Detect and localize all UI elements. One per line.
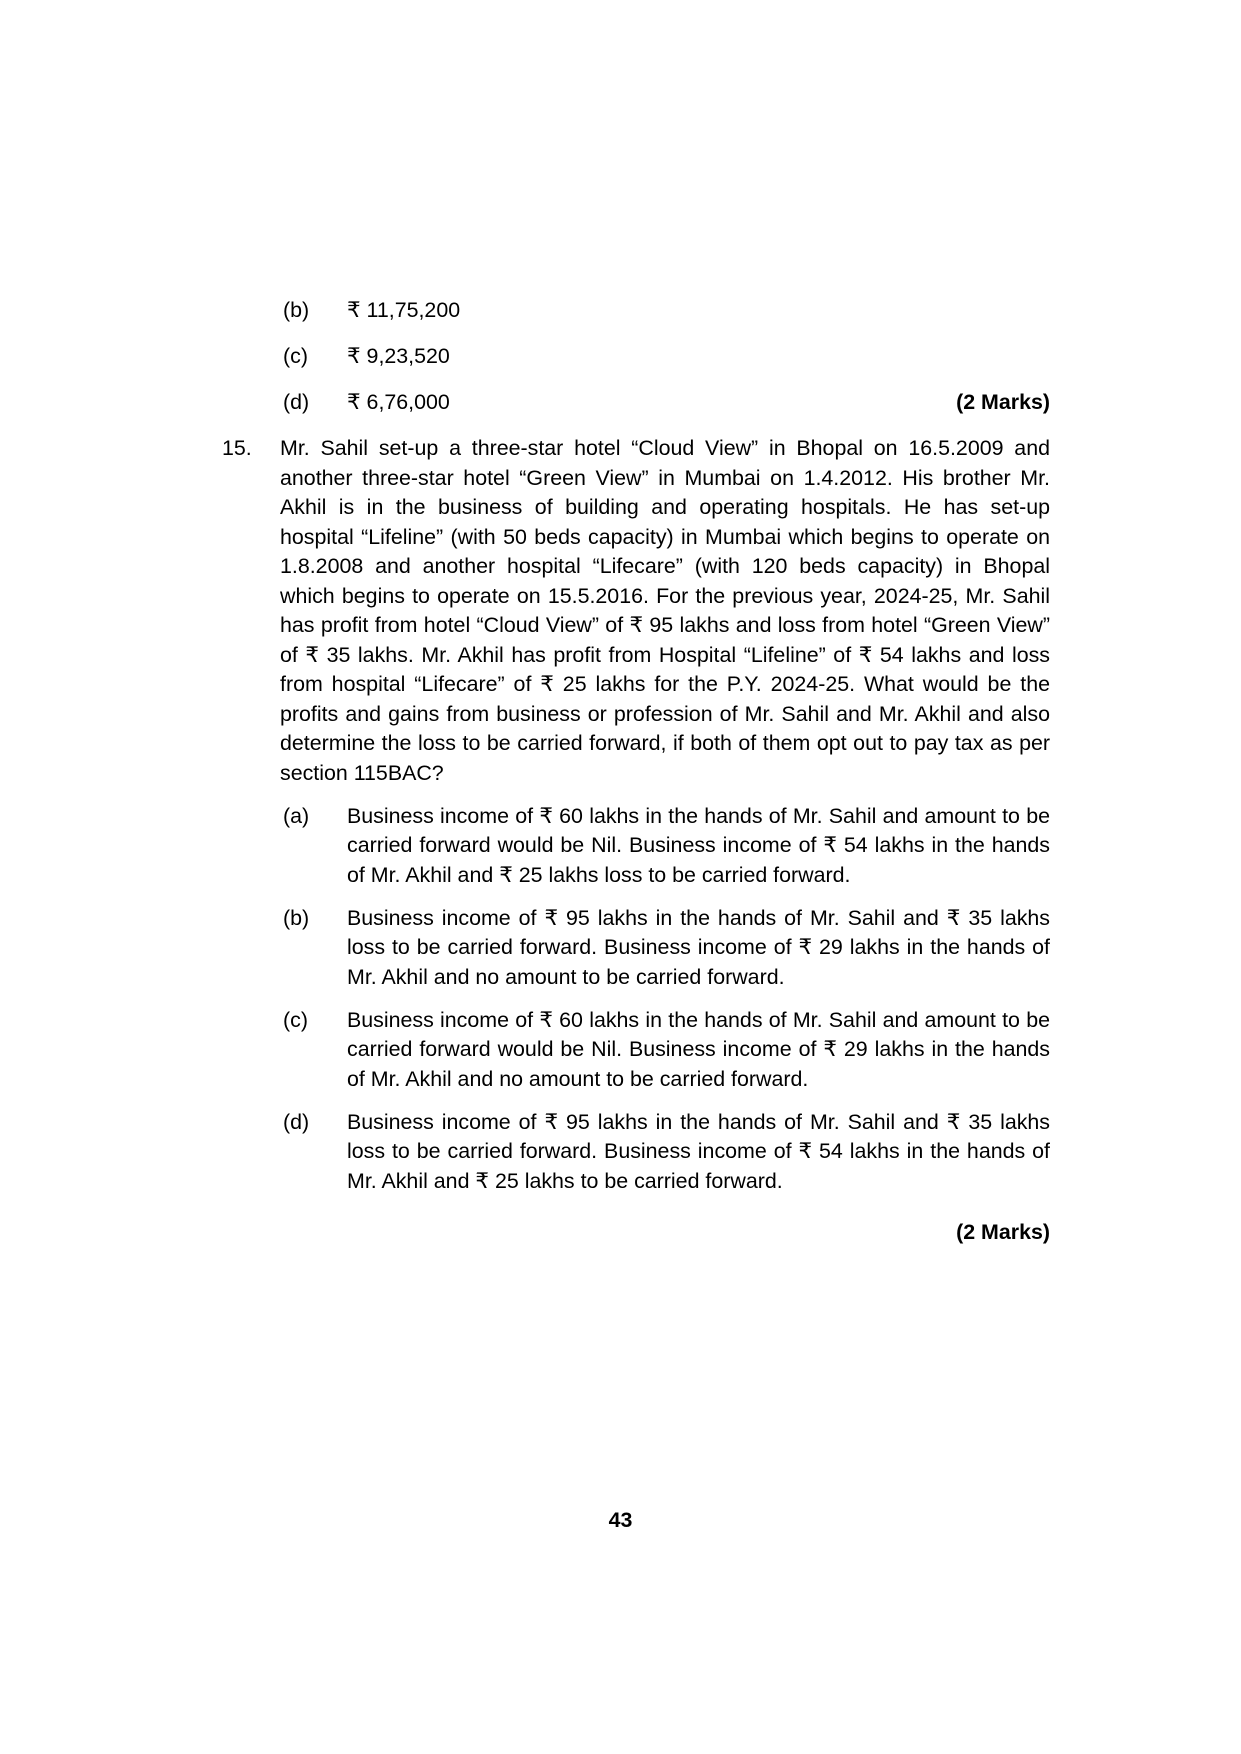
carryover-options [222, 296, 1050, 418]
answer-option-d [283, 388, 1050, 418]
option-text: Business income of ₹ 95 lakhs in the hands of Mr. Sahil and ₹ 35 lakhs loss to be carried forward. Business income of ₹ 54 lakhs in the hands of Mr. Akhil and ₹ 25 lakhs to be carried forward. [347, 1109, 1050, 1193]
marks-label: (2 Marks) [956, 390, 1050, 414]
answer-option-b [280, 904, 1050, 993]
question-text: Mr. Sahil set-up a three-star hotel “Cloud View” in Bhopal on 16.5.2009 and another three-star hotel “Green View” in Mumbai on 1.4.2012. His brother Mr. Akhil is in the business of building and operating hospitals. He has set-up hospital “Lifeline” (with 50 beds capacity) in Mumbai which begins to operate on 1.8.2008 and another hospital “Lifecare” (with 120 beds capacity) in Bhopal which begins to operate on 15.5.2016. For the previous year, 2024-25, Mr. Sahil has profit from hotel “Cloud View” of ₹ 95 lakhs and loss from hotel “Green View” of ₹ 35 lakhs. Mr. Akhil has profit from Hospital “Lifeline” of ₹ 54 lakhs and loss from hospital “Lifecare” of ₹ 25 lakhs for the P.Y. 2024-25. What would be the profits and gains from business or profession of Mr. Sahil and Mr. Akhil and also determine the loss to be carried forward, if both of them opt out to pay tax as per section 115BAC? [280, 436, 1050, 785]
question-15 [222, 434, 1050, 1248]
document-page [222, 0, 1050, 1248]
option-value: ₹ 11,75,200 [347, 298, 461, 322]
option-label: (c) [283, 344, 308, 368]
page-number: 43 [608, 1508, 633, 1532]
option-label: (a) [283, 803, 310, 828]
option-value: ₹ 6,76,000 [347, 390, 450, 414]
question-body [280, 434, 1050, 1248]
answer-option-a [280, 802, 1050, 891]
option-label: (d) [283, 390, 310, 414]
option-text: Business income of ₹ 60 lakhs in the hands of Mr. Sahil and amount to be carried forward would be Nil. Business income of ₹ 29 lakhs in the hands of Mr. Akhil and no amount to be carried forward. [347, 1007, 1050, 1091]
option-label: (b) [283, 298, 310, 322]
answer-option-d [280, 1108, 1050, 1197]
option-text: Business income of ₹ 95 lakhs in the hands of Mr. Sahil and ₹ 35 lakhs loss to be carried forward. Business income of ₹ 29 lakhs in the hands of Mr. Akhil and no amount to be carried forward. [347, 905, 1050, 989]
option-label: (c) [283, 1007, 308, 1032]
option-value: ₹ 9,23,520 [347, 344, 450, 368]
option-label: (b) [283, 905, 310, 930]
question-number: 15. [222, 436, 252, 460]
answer-option-b [283, 296, 1050, 326]
option-label: (d) [283, 1109, 310, 1134]
answer-option-c [280, 1006, 1050, 1095]
marks-label: (2 Marks) [956, 1220, 1050, 1244]
marks-row [280, 1218, 1050, 1248]
answer-option-c [283, 342, 1050, 372]
option-text: Business income of ₹ 60 lakhs in the hands of Mr. Sahil and amount to be carried forward would be Nil. Business income of ₹ 54 lakhs in the hands of Mr. Akhil and ₹ 25 lakhs loss to be carried forward. [347, 803, 1050, 887]
